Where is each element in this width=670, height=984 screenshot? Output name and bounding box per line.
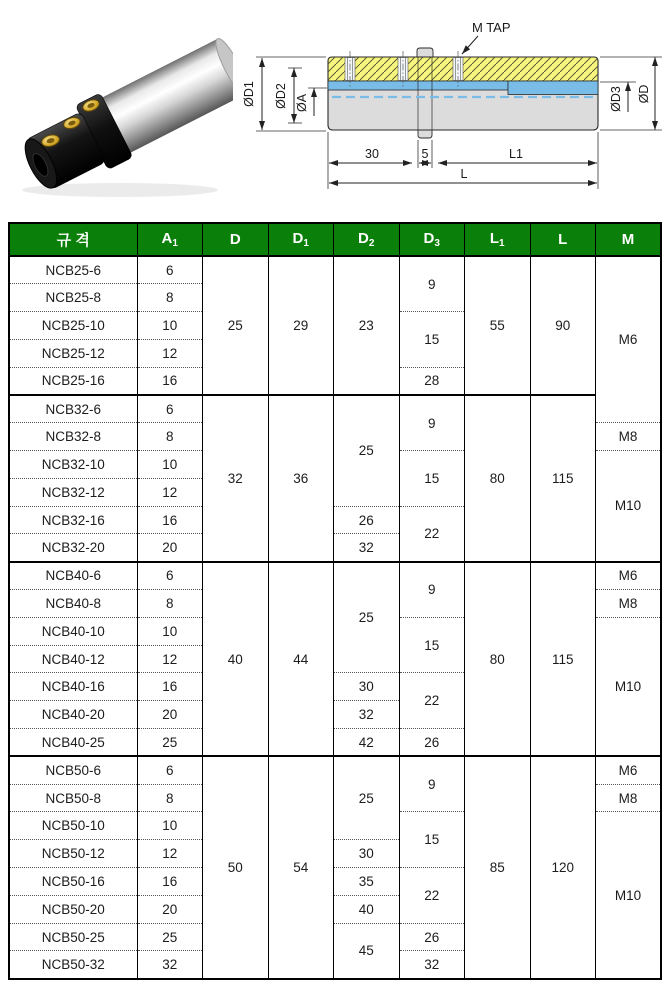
cell-a1: 6 — [137, 562, 203, 590]
cell-spec: NCB32-6 — [9, 395, 137, 423]
cell-a1: 8 — [137, 284, 203, 312]
cell-d3: 9 — [399, 256, 465, 312]
cell-spec: NCB32-12 — [9, 478, 137, 506]
header-row — [9, 223, 661, 256]
cell-a1: 16 — [137, 868, 203, 896]
cell-a1: 16 — [137, 673, 203, 701]
cell-d2: 30 — [334, 840, 400, 868]
dim-label-d: ØD — [637, 84, 651, 104]
cell-spec: NCB50-12 — [9, 840, 137, 868]
dim-label-d1: ØD1 — [242, 81, 256, 107]
cell-d: 40 — [203, 562, 269, 757]
cell-a1: 12 — [137, 840, 203, 868]
cell-spec: NCB50-20 — [9, 895, 137, 923]
cell-spec: NCB32-16 — [9, 506, 137, 534]
cell-m: M10 — [596, 451, 662, 562]
cell-d2: 25 — [334, 395, 400, 506]
product-photo — [8, 14, 233, 202]
spec-table-wrap — [8, 222, 662, 980]
table-row — [9, 756, 661, 784]
cell-d3: 9 — [399, 395, 465, 451]
cell-spec: NCB50-6 — [9, 756, 137, 784]
cell-m: M8 — [596, 590, 662, 618]
cell-d2: 25 — [334, 562, 400, 673]
dim-label-a: ØA — [295, 93, 309, 113]
cell-d3: 9 — [399, 562, 465, 618]
spec-table — [8, 222, 662, 980]
column-header-7: L — [530, 223, 596, 256]
cell-spec: NCB40-6 — [9, 562, 137, 590]
cell-d3: 22 — [399, 868, 465, 924]
cell-a1: 12 — [137, 339, 203, 367]
cell-a1: 12 — [137, 478, 203, 506]
cell-a1: 32 — [137, 951, 203, 979]
cell-l: 90 — [530, 256, 596, 395]
cell-spec: NCB40-20 — [9, 701, 137, 729]
cell-l: 115 — [530, 562, 596, 757]
cell-a1: 20 — [137, 534, 203, 562]
cell-m: M10 — [596, 617, 662, 756]
column-header-1: $A_1$ — [137, 223, 203, 256]
table-row — [9, 395, 661, 423]
cell-d1: 29 — [268, 256, 334, 395]
dim-label-l: L — [460, 167, 468, 181]
cell-d3: 15 — [399, 312, 465, 368]
column-header-5: $D_3$ — [399, 223, 465, 256]
cell-l: 120 — [530, 756, 596, 978]
tool-holder-body — [15, 31, 233, 201]
cell-spec: NCB40-12 — [9, 645, 137, 673]
column-header-3: $D_1$ — [268, 223, 334, 256]
cell-m: M6 — [596, 256, 662, 423]
cell-a1: 8 — [137, 784, 203, 812]
dim-label-5: 5 — [421, 147, 429, 161]
column-header-0: 규 격 — [9, 223, 137, 256]
cell-d3: 32 — [399, 951, 465, 979]
cell-spec: NCB50-8 — [9, 784, 137, 812]
cell-l1: 80 — [465, 395, 531, 562]
cross-section-drawing — [240, 0, 670, 218]
cell-a1: 8 — [137, 590, 203, 618]
dim-label-30: 30 — [365, 147, 379, 161]
cell-d3: 15 — [399, 617, 465, 673]
cell-d2: 30 — [334, 673, 400, 701]
cell-spec: NCB40-25 — [9, 729, 137, 757]
cell-a1: 16 — [137, 367, 203, 395]
cell-d2: 45 — [334, 923, 400, 979]
technical-drawing — [240, 0, 670, 218]
cell-spec: NCB25-6 — [9, 256, 137, 284]
cell-spec: NCB50-25 — [9, 923, 137, 951]
tool-holder-photo — [8, 14, 233, 202]
cell-spec: NCB25-8 — [9, 284, 137, 312]
cell-d: 32 — [203, 395, 269, 562]
cell-spec: NCB40-10 — [9, 617, 137, 645]
column-header-2: D — [203, 223, 269, 256]
cell-d2: 35 — [334, 868, 400, 896]
cell-d3: 15 — [399, 812, 465, 868]
cell-a1: 20 — [137, 701, 203, 729]
cell-d3: 15 — [399, 451, 465, 507]
cell-l1: 80 — [465, 562, 531, 757]
cell-m: M6 — [596, 562, 662, 590]
cell-a1: 10 — [137, 451, 203, 479]
cell-a1: 8 — [137, 423, 203, 451]
cell-d1: 36 — [268, 395, 334, 562]
cell-l: 115 — [530, 395, 596, 562]
cell-a1: 10 — [137, 617, 203, 645]
cell-d3: 9 — [399, 756, 465, 812]
cell-spec: NCB50-16 — [9, 868, 137, 896]
cell-spec: NCB25-16 — [9, 367, 137, 395]
cell-spec: NCB32-10 — [9, 451, 137, 479]
cell-m: M6 — [596, 756, 662, 784]
cell-d2: 25 — [334, 756, 400, 839]
cell-d3: 28 — [399, 367, 465, 395]
table-row — [9, 562, 661, 590]
cell-spec: NCB32-20 — [9, 534, 137, 562]
cell-spec: NCB40-8 — [9, 590, 137, 618]
cell-d3: 26 — [399, 729, 465, 757]
cell-spec: NCB50-10 — [9, 812, 137, 840]
cell-d2: 32 — [334, 534, 400, 562]
column-header-6: $L_1$ — [465, 223, 531, 256]
cell-spec: NCB25-10 — [9, 312, 137, 340]
cell-a1: 20 — [137, 895, 203, 923]
cell-spec: NCB50-32 — [9, 951, 137, 979]
cell-d3: 26 — [399, 923, 465, 951]
cell-d1: 44 — [268, 562, 334, 757]
column-header-4: $D_2$ — [334, 223, 400, 256]
cell-spec: NCB40-16 — [9, 673, 137, 701]
cell-m: M8 — [596, 784, 662, 812]
cell-a1: 6 — [137, 756, 203, 784]
cell-a1: 12 — [137, 645, 203, 673]
header-figures — [0, 0, 670, 222]
dim-label-d2: ØD2 — [274, 83, 288, 109]
cell-a1: 10 — [137, 812, 203, 840]
cell-d3: 22 — [399, 673, 465, 729]
cell-d1: 54 — [268, 756, 334, 978]
cell-l1: 55 — [465, 256, 531, 395]
cell-spec: NCB32-8 — [9, 423, 137, 451]
dim-label-l1: L1 — [509, 147, 523, 161]
cell-a1: 25 — [137, 923, 203, 951]
boss-top — [417, 48, 433, 57]
cell-d2: 40 — [334, 895, 400, 923]
cell-m: M10 — [596, 812, 662, 979]
cell-d2: 32 — [334, 701, 400, 729]
cell-a1: 10 — [137, 312, 203, 340]
cell-a1: 16 — [137, 506, 203, 534]
dim-label-d3: ØD3 — [609, 86, 623, 112]
cell-a1: 6 — [137, 256, 203, 284]
column-header-8: M — [596, 223, 662, 256]
cell-d3: 22 — [399, 506, 465, 562]
cell-d2: 23 — [334, 256, 400, 395]
cell-a1: 25 — [137, 729, 203, 757]
cell-a1: 6 — [137, 395, 203, 423]
cell-m: M8 — [596, 423, 662, 451]
mtap-label: M TAP — [472, 20, 511, 35]
cell-spec: NCB25-12 — [9, 339, 137, 367]
table-row — [9, 256, 661, 284]
mtap-leader — [462, 36, 478, 54]
boss-bottom — [418, 130, 432, 138]
cell-d2: 42 — [334, 729, 400, 757]
cell-d: 50 — [203, 756, 269, 978]
cell-l1: 85 — [465, 756, 531, 978]
cell-d2: 26 — [334, 506, 400, 534]
cell-d: 25 — [203, 256, 269, 395]
bore-strip-right — [508, 81, 598, 95]
